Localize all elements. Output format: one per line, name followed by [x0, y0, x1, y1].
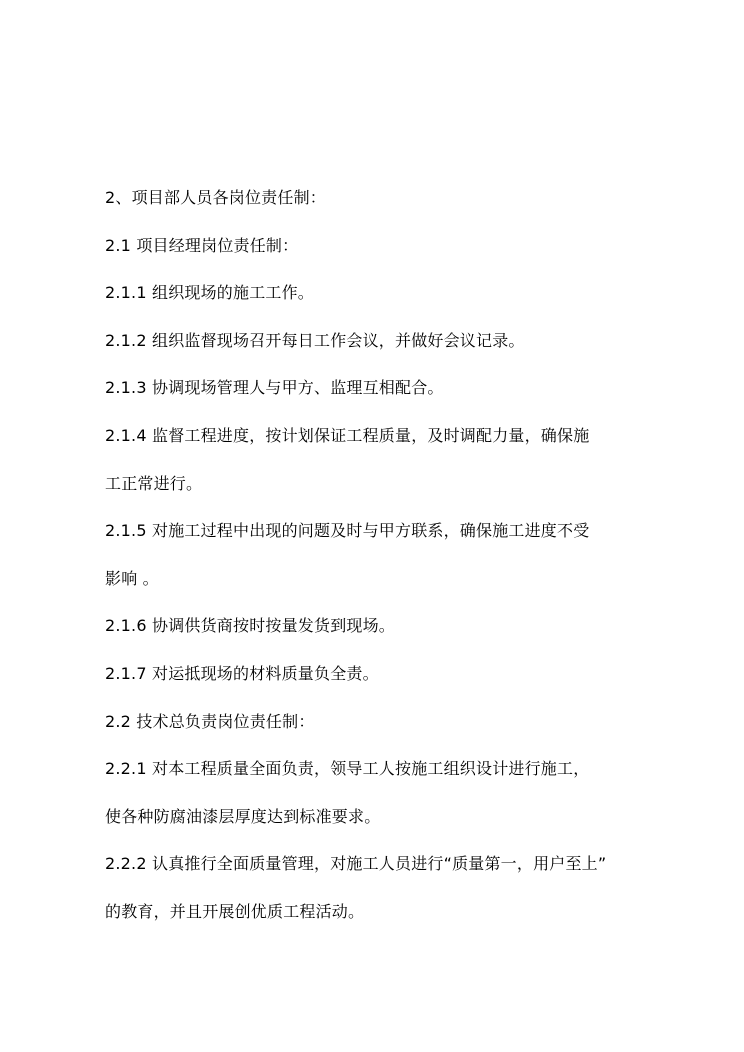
paragraph-line: 2.2.2 认真推行全面质量管理，对施工人员进行“质量第一，用户至上” — [105, 854, 607, 874]
paragraph-line: 2.2.1 对本工程质量全面负责，领导工人按施工组织设计进行施工， — [105, 759, 590, 779]
paragraph-line: 2.1.3 协调现场管理人与甲方、监理互相配合。 — [105, 378, 444, 398]
paragraph-line: 使各种防腐油漆层厚度达到标准要求。 — [105, 806, 381, 826]
section-heading: 2、项目部人员各岗位责任制： — [105, 188, 326, 207]
subsection-heading: 2.2 技术总负责岗位责任制： — [105, 711, 315, 731]
paragraph-line: 2.1.4 监督工程进度，按计划保证工程质量，及时调配力量，确保施 — [105, 425, 590, 445]
subsection-heading: 2.1 项目经理岗位责任制： — [105, 235, 299, 255]
paragraph-line: 的教育，并且开展创优质工程活动。 — [105, 901, 365, 921]
paragraph-line: 影响 。 — [105, 568, 159, 588]
paragraph-line: 2.1.7 对运抵现场的材料质量负全责。 — [105, 663, 379, 683]
document-body — [105, 184, 645, 946]
paragraph-line: 2.1.5 对施工过程中出现的问题及时与甲方联系，确保施工进度不受 — [105, 521, 590, 541]
paragraph-line: 2.1.6 协调供货商按时按量发货到现场。 — [105, 616, 395, 636]
paragraph-line: 2.1.1 组织现场的施工工作。 — [105, 283, 314, 303]
paragraph-line: 2.1.2 组织监督现场召开每日工作会议，并做好会议记录。 — [105, 330, 525, 350]
paragraph-line: 工正常进行。 — [105, 473, 203, 493]
